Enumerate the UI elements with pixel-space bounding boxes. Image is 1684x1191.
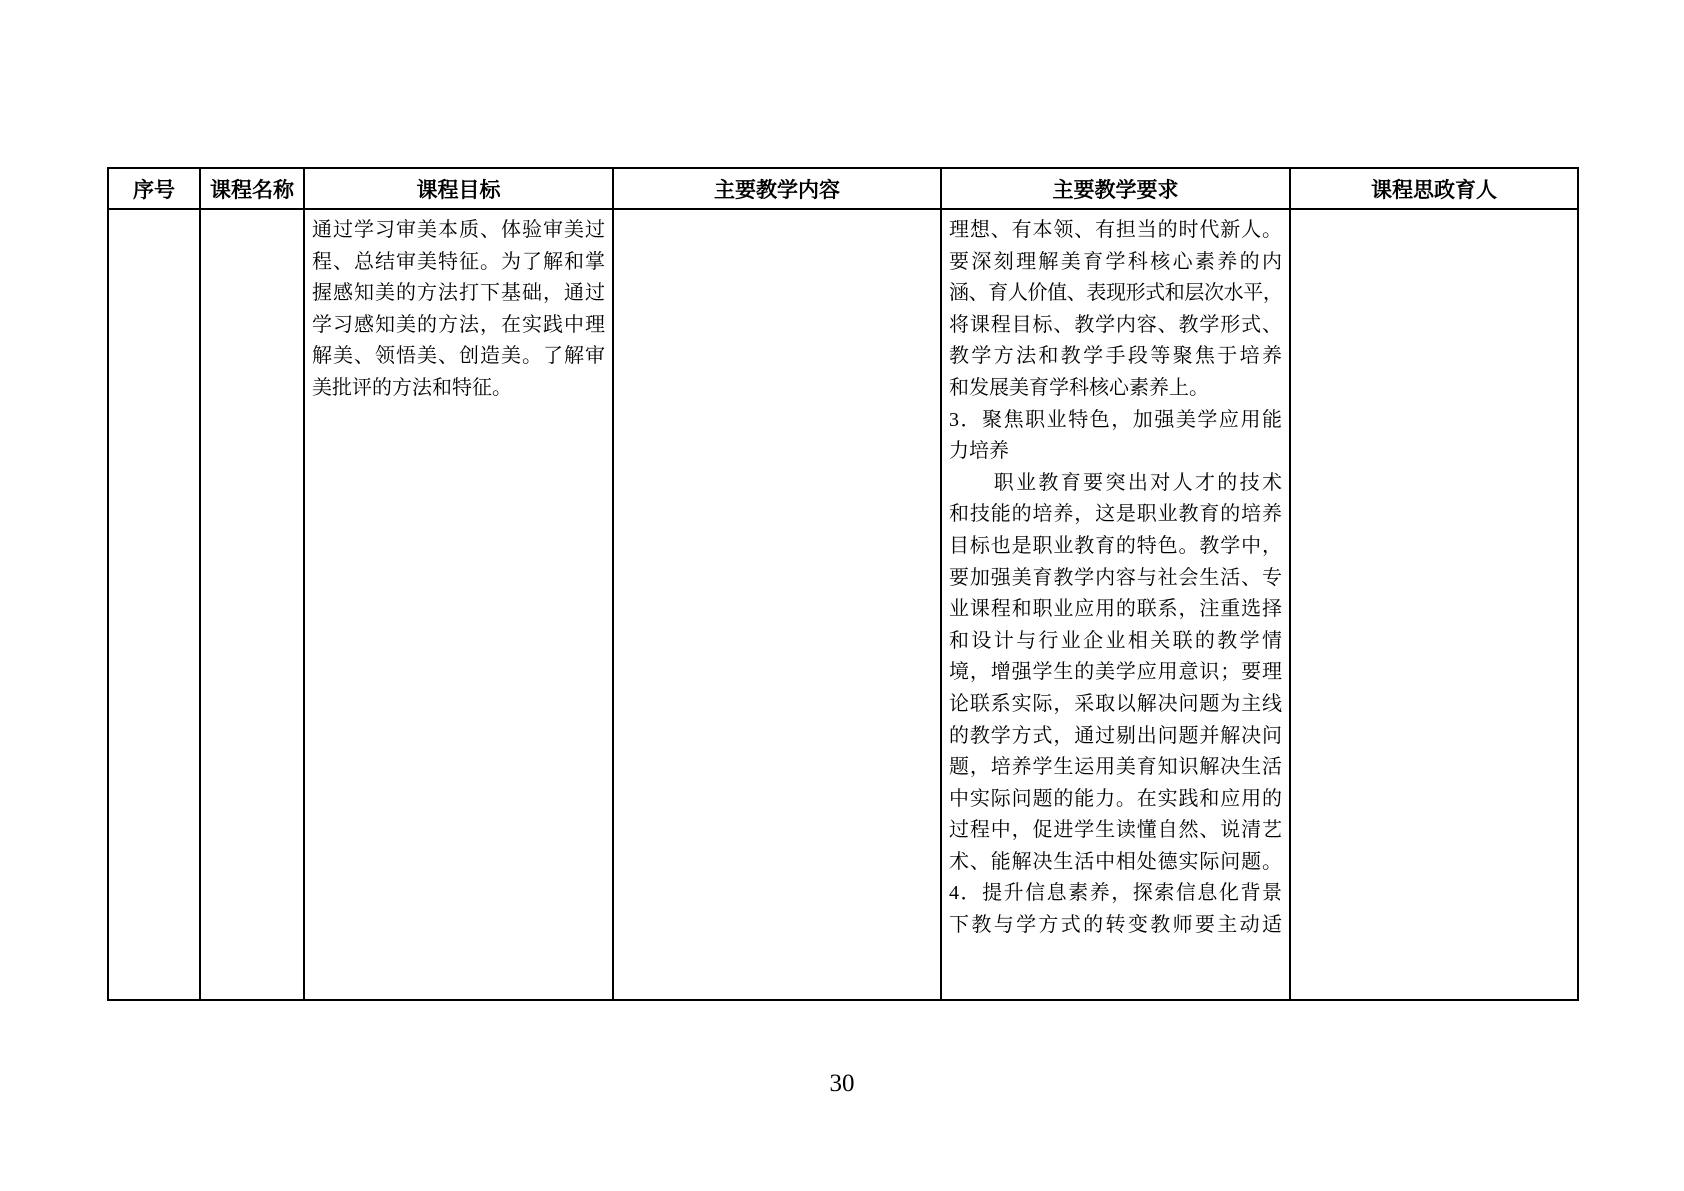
table-row bbox=[108, 209, 1578, 1000]
cell-kecheng-mubiao bbox=[304, 209, 613, 1000]
text-line: 美批评的方法和特征。 bbox=[312, 376, 512, 399]
col-header-jiaoxue-yaoqiu: 主要教学要求 bbox=[941, 168, 1290, 209]
text-line: 力培养 bbox=[949, 440, 1009, 463]
text-line: 通过学习审美本质、体验审美过 bbox=[312, 219, 605, 241]
text-line: 将课程目标、教学内容、教学形式、 bbox=[949, 313, 1282, 336]
text-line: 术、能解决生活中相处德实际问题。 bbox=[949, 850, 1282, 873]
table-header-row bbox=[108, 168, 1578, 209]
text-line: 学习感知美的方法，在实践中理 bbox=[312, 313, 605, 336]
text-line: 论联系实际，采取以解决问题为主线 bbox=[949, 692, 1282, 715]
text-line: 和发展美育学科核心素养上。 bbox=[949, 376, 1209, 399]
cell-sizheng-yuren bbox=[1290, 209, 1578, 1000]
cell-xuhao bbox=[108, 209, 200, 1000]
text-line: 业课程和职业应用的联系，注重选择 bbox=[949, 598, 1282, 621]
cell-jiaoxue-neirong bbox=[613, 209, 941, 1000]
text-line: 解美、领悟美、创造美。了解审 bbox=[312, 345, 605, 368]
text-line: 3．聚焦职业特色，加强美学应用能 bbox=[949, 408, 1282, 431]
cell-kecheng-mingcheng bbox=[200, 209, 304, 1000]
text-line: 下教与学方式的转变教师要主动适 bbox=[949, 914, 1282, 937]
text-line: 和设计与行业企业相关联的教学情 bbox=[949, 629, 1282, 652]
text-line: 职业教育要突出对人才的技术 bbox=[949, 471, 1282, 494]
text-line: 要加强美育教学内容与社会生活、专 bbox=[949, 566, 1282, 589]
text-line: 题，培养学生运用美育知识解决生活 bbox=[949, 756, 1282, 779]
text-line: 涵、育人价值、表现形式和层次水平， bbox=[949, 282, 1282, 305]
cell-jiaoxue-yaoqiu bbox=[941, 209, 1290, 1000]
text-line: 理想、有本领、有担当的时代新人。 bbox=[949, 219, 1282, 241]
text-line: 4．提升信息素养，探索信息化背景 bbox=[949, 882, 1282, 905]
text-line: 握感知美的方法打下基础，通过 bbox=[312, 282, 605, 305]
text-line: 程、总结审美特征。为了解和掌 bbox=[312, 250, 605, 273]
page-number: 30 bbox=[829, 1070, 855, 1097]
col-header-kecheng-mubiao: 课程目标 bbox=[304, 168, 613, 209]
text-line: 的教学方式，通过剔出问题并解决问 bbox=[949, 724, 1282, 747]
text-line: 过程中，促进学生读懂自然、说清艺 bbox=[949, 819, 1282, 842]
text-line: 中实际问题的能力。在实践和应用的 bbox=[949, 787, 1282, 810]
col-header-xuhao: 序号 bbox=[108, 168, 200, 209]
text-line: 教学方法和教学手段等聚焦于培养 bbox=[949, 345, 1282, 368]
course-standards-table bbox=[107, 167, 1579, 1001]
text-line: 目标也是职业教育的特色。教学中， bbox=[949, 534, 1282, 557]
col-header-sizheng-yuren: 课程思政育人 bbox=[1290, 168, 1578, 209]
col-header-jiaoxue-neirong: 主要教学内容 bbox=[613, 168, 941, 209]
text-line: 境，增强学生的美学应用意识；要理 bbox=[949, 661, 1282, 684]
col-header-kecheng-mingcheng: 课程名称 bbox=[200, 168, 304, 209]
text-line: 和技能的培养，这是职业教育的培养 bbox=[949, 503, 1282, 526]
text-line: 要深刻理解美育学科核心素养的内 bbox=[949, 250, 1282, 273]
